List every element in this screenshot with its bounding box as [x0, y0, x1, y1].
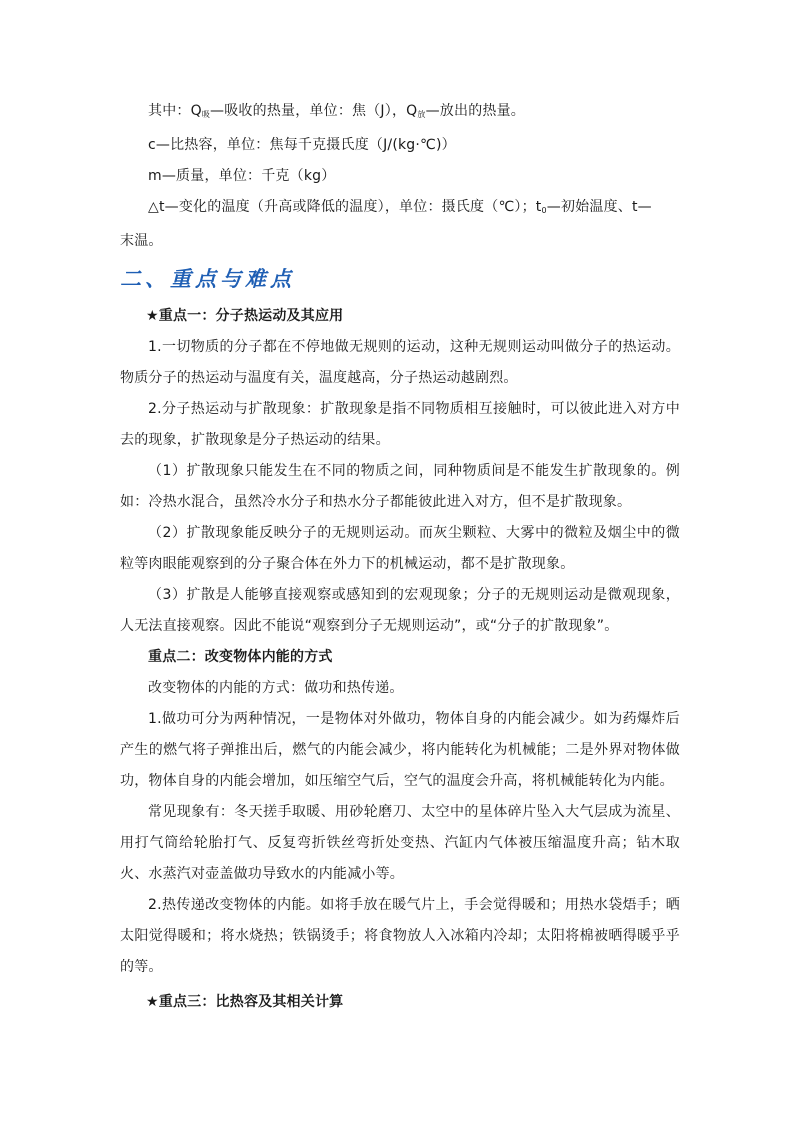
formula-note-temperature: △t—变化的温度（升高或降低的温度），单位：摄氏度（℃）；$t_0—$初始温度、t— — [148, 199, 652, 215]
key-point-3-heading: ★重点三：比热容及其相关计算 — [146, 994, 344, 1010]
section-heading: 二、重点与难点 — [120, 266, 295, 291]
key-point-1-para-3: （1）扩散现象只能发生在不同的物质之间，同种物质间是不能发生扩散现象的。例如：冷热水混合，虽然冷水分子和热水分子都能彼此进入对方，但不是扩散现象。 — [120, 463, 680, 510]
formula-note-mass: m—质量，单位：千克（kg） — [148, 168, 336, 184]
key-point-1-para-5: （3）扩散是人能够直接观察或感知到的宏观现象；分子的无规则运动是微观现象，人无法直接观察。因此不能说“观察到分子无规则运动”，或“分子的扩散现象”。 — [120, 587, 680, 634]
formula-note-heat: 其中：$Q_吸—$吸收的热量，单位：焦（J），$Q_放—$放出的热量。 — [148, 103, 525, 119]
key-point-1-para-4: （2）扩散现象能反映分子的无规则运动。而灰尘颗粒、大雾中的微粒及烟尘中的微粒等肉眼能观察到的分子聚合体在外力下的机械运动，都不是扩散现象。 — [120, 525, 680, 572]
key-point-1-heading: ★重点一：分子热运动及其应用 — [146, 308, 344, 324]
key-point-2-para-2: 常见现象有：冬天搓手取暖、用砂轮磨刀、太空中的星体碎片坠入大气层成为流星、用打气筒给轮胎打气、反复弯折铁丝弯折处变热、汽缸内气体被压缩温度升高；钻木取火、水蒸汽对壶盖做功导致水的内能减小等。 — [120, 804, 680, 882]
formula-note-final-temp: 末温。 — [120, 233, 163, 249]
key-point-1-para-2: 2.分子热运动与扩散现象：扩散现象是指不同物质相互接触时，可以彼此进入对方中去的现象，扩散现象是分子热运动的结果。 — [120, 401, 680, 448]
key-point-2-para-3: 2.热传递改变物体的内能。如将手放在暖气片上，手会觉得暖和；用热水袋焐手；晒太阳觉得暖和；将水烧热；铁锅烫手；将食物放人入冰箱内冷却；太阳将棉被晒得暖乎乎的等。 — [120, 897, 680, 975]
formula-note-specific-heat: c—比热容，单位：焦每千克摄氏度（J/(kg·℃)） — [148, 137, 456, 153]
key-point-2-para-1: 1.做功可分为两种情况，一是物体对外做功，物体自身的内能会减少。如为药爆炸后产生的燃气将子弹推出后，燃气的内能会减少，将内能转化为机械能；二是外界对物体做功，物体自身的内能会增加，如压缩空气后，空气的温度会升高，将机械能转化为内能。 — [120, 711, 680, 789]
key-point-2-intro: 改变物体的内能的方式：做功和热传递。 — [148, 680, 404, 696]
key-point-1-para-1: 1.一切物质的分子都在不停地做无规则的运动，这种无规则运动叫做分子的热运动。物质分子的热运动与温度有关，温度越高，分子热运动越剧烈。 — [120, 339, 680, 386]
page-content — [120, 96, 680, 1018]
key-point-2-heading: 重点二：改变物体内能的方式 — [148, 649, 333, 665]
